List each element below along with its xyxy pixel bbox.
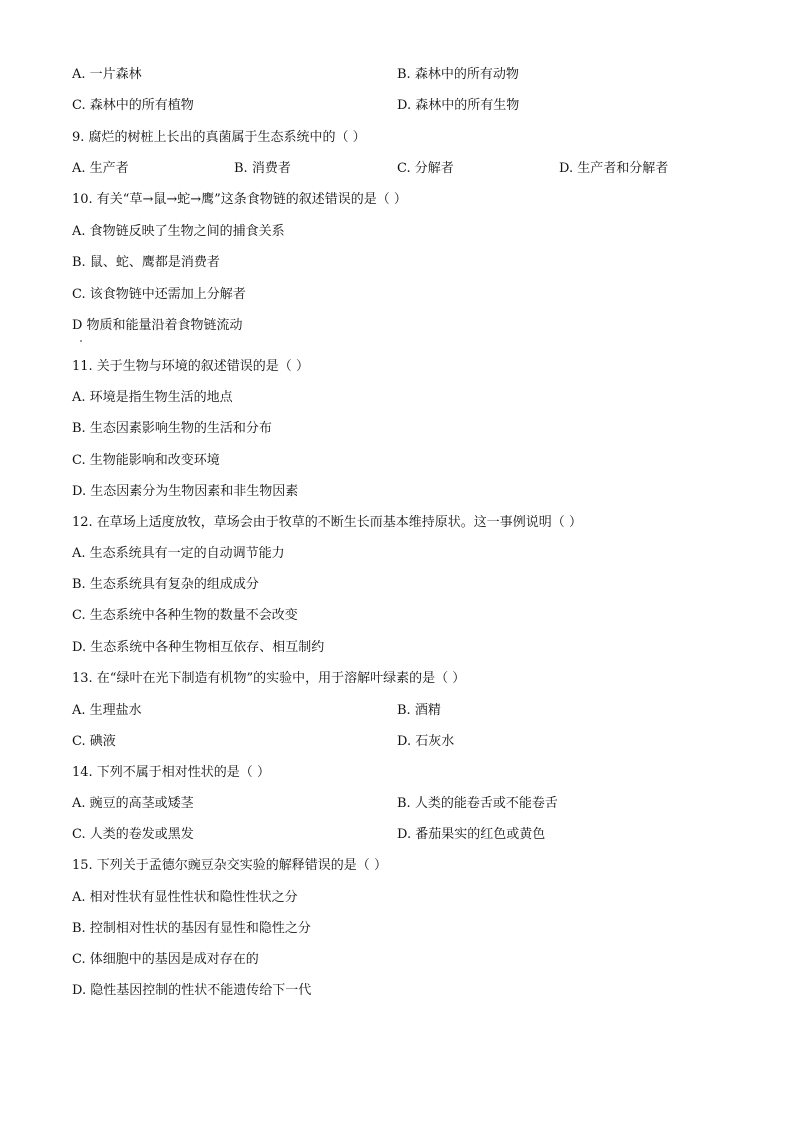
q11-stem: 11. 关于生物与环境的叙述错误的是（ ） bbox=[72, 359, 309, 374]
q13-option-a: A. 生理盐水 bbox=[72, 703, 142, 718]
q14-stem: 14. 下列不属于相对性状的是（ ） bbox=[72, 765, 270, 780]
q10-option-d: D 物质和能量沿着食物链流动 bbox=[72, 318, 243, 333]
q8-option-c: C. 森林中的所有植物 bbox=[72, 98, 194, 113]
q13-stem: 13. 在“绿叶在光下制造有机物”的实验中，用于溶解叶绿素的是（ ） bbox=[72, 671, 466, 686]
q10-option-c: C. 该食物链中还需加上分解者 bbox=[72, 287, 246, 302]
q10-option-a: A. 食物链反映了生物之间的捕食关系 bbox=[72, 224, 285, 239]
q13-option-b: B. 酒精 bbox=[397, 703, 441, 718]
q12-option-b: B. 生态系统具有复杂的组成成分 bbox=[72, 577, 259, 592]
q11-option-a: A. 环境是指生物生活的地点 bbox=[72, 390, 233, 405]
q14-option-b: B. 人类的能卷舌或不能卷舌 bbox=[397, 796, 558, 811]
q9-option-d: D. 生产者和分解者 bbox=[559, 161, 669, 176]
q12-option-d: D. 生态系统中各种生物相互依存、相互制约 bbox=[72, 640, 325, 655]
q14-option-d: D. 番茄果实的红色或黄色 bbox=[397, 827, 546, 842]
q9-option-a: A. 生产者 bbox=[72, 161, 129, 176]
q15-option-d: D. 隐性基因控制的性状不能遗传给下一代 bbox=[72, 983, 312, 998]
stray-dot bbox=[80, 340, 82, 342]
q10-option-b: B. 鼠、蛇、鹰都是消费者 bbox=[72, 255, 220, 270]
q8-option-b: B. 森林中的所有动物 bbox=[397, 67, 519, 82]
q14-option-c: C. 人类的卷发或黑发 bbox=[72, 827, 194, 842]
q10-stem: 10. 有关“草→鼠→蛇→鹰”这条食物链的叙述错误的是（ ） bbox=[72, 192, 407, 207]
q11-option-b: B. 生态因素影响生物的生活和分布 bbox=[72, 421, 272, 436]
q9-option-c: C. 分解者 bbox=[397, 161, 454, 176]
q13-option-d: D. 石灰水 bbox=[397, 734, 455, 749]
q9-option-b: B. 消费者 bbox=[234, 161, 291, 176]
q9-stem: 9. 腐烂的树桩上长出的真菌属于生态系统中的（ ） bbox=[72, 130, 366, 145]
q13-option-c: C. 碘液 bbox=[72, 734, 116, 749]
q15-option-b: B. 控制相对性状的基因有显性和隐性之分 bbox=[72, 921, 311, 936]
q15-option-c: C. 体细胞中的基因是成对存在的 bbox=[72, 952, 259, 967]
q11-option-d: D. 生态因素分为生物因素和非生物因素 bbox=[72, 484, 299, 499]
q11-option-c: C. 生物能影响和改变环境 bbox=[72, 453, 220, 468]
q12-stem: 12. 在草场上适度放牧，草场会由于牧草的不断生长而基本维持原状。这一事例说明（ ） bbox=[72, 515, 582, 530]
q8-option-d: D. 森林中的所有生物 bbox=[397, 98, 520, 113]
q15-stem: 15. 下列关于孟德尔豌豆杂交实验的解释错误的是（ ） bbox=[72, 858, 387, 873]
q15-option-a: A. 相对性状有显性性状和隐性性状之分 bbox=[72, 890, 298, 905]
q12-option-c: C. 生态系统中各种生物的数量不会改变 bbox=[72, 608, 298, 623]
q12-option-a: A. 生态系统具有一定的自动调节能力 bbox=[72, 546, 285, 561]
q14-option-a: A. 豌豆的高茎或矮茎 bbox=[72, 796, 194, 811]
q8-option-a: A. 一片森林 bbox=[72, 67, 142, 82]
